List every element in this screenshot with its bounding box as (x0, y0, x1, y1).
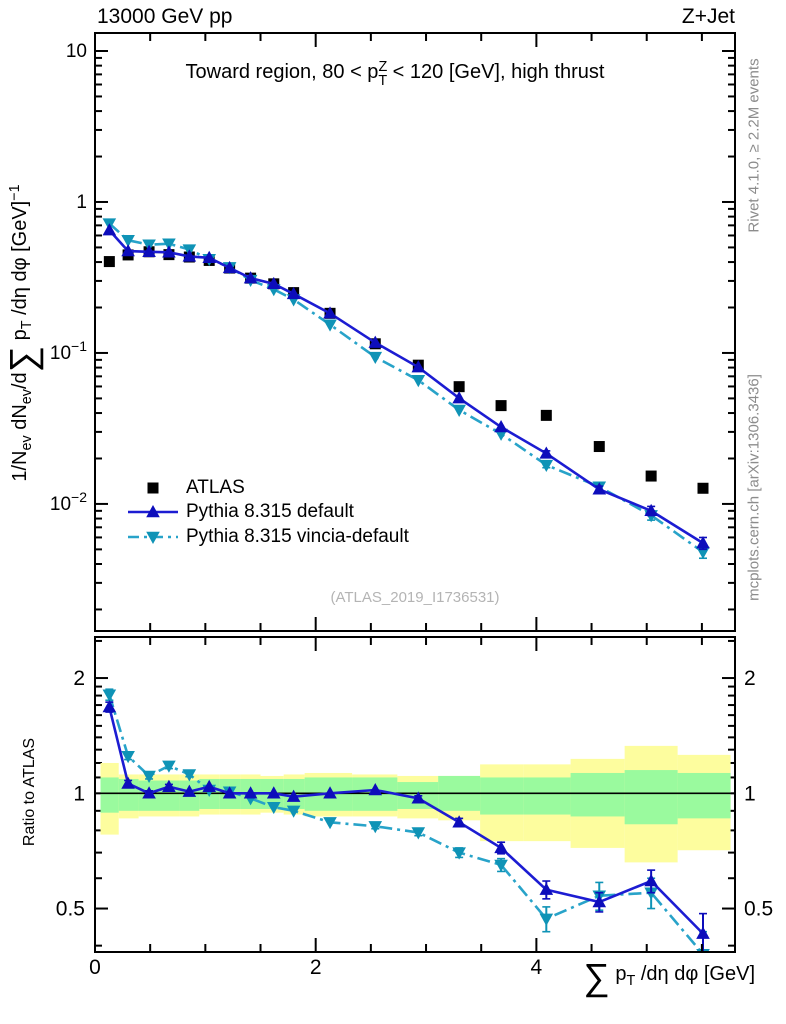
plot-title: Toward region, $80 < p^Z_T < 120$ [GeV], high thrust (185, 58, 605, 90)
rivet-version-note: Rivet 4.1.0, ≥ 2.2M events (745, 58, 763, 233)
svg-text:0.5: 0.5 (744, 897, 774, 921)
process-label: Z+Jet (681, 5, 735, 28)
svg-text:10−2: $10^{-2}$ (49, 488, 87, 515)
y-axis-label-ratio: Ratio to ATLAS (21, 737, 38, 847)
beam-energy-label: 13000 GeV pp (97, 5, 233, 28)
svg-text:1: 1 (76, 191, 87, 213)
svg-text:0: 0 (89, 956, 101, 979)
svg-text:10−1: $10^{-1}$ (49, 337, 87, 364)
mcplots-attribution-note: mcplots.cern.ch [arXiv:1306.3436] (745, 374, 763, 601)
x-axis-label: ∑ $p_T$ /dη dφ [GeV] (583, 956, 755, 998)
y-tick-labels-main (50, 41, 87, 515)
legend-label-pythia-default: Pythia 8.315 default (186, 501, 354, 522)
svg-text:0.5: 0.5 (55, 897, 85, 921)
series-atlas-data (104, 246, 709, 493)
svg-text:1: 1 (73, 782, 85, 806)
legend-label-atlas: ATLAS (186, 477, 245, 498)
legend-samples (128, 483, 178, 545)
svg-text:2: 2 (744, 667, 756, 691)
svg-text:4: 4 (530, 956, 543, 979)
y-axis-label-main: $1/N_{ev}$ $dN_{ev}/d\sum$ $p_T$ /dη dφ [GeV]$^{-1}$ (2, 184, 44, 482)
analysis-id-watermark: (ATLAS_2019_I1736531) (330, 589, 500, 606)
svg-text:1: 1 (744, 782, 756, 806)
svg-text:10: 10 (65, 41, 87, 63)
svg-text:2: 2 (309, 956, 322, 979)
svg-text:2: 2 (73, 667, 85, 691)
legend-label-pythia-vincia: Pythia 8.315 vincia-default (186, 526, 409, 547)
